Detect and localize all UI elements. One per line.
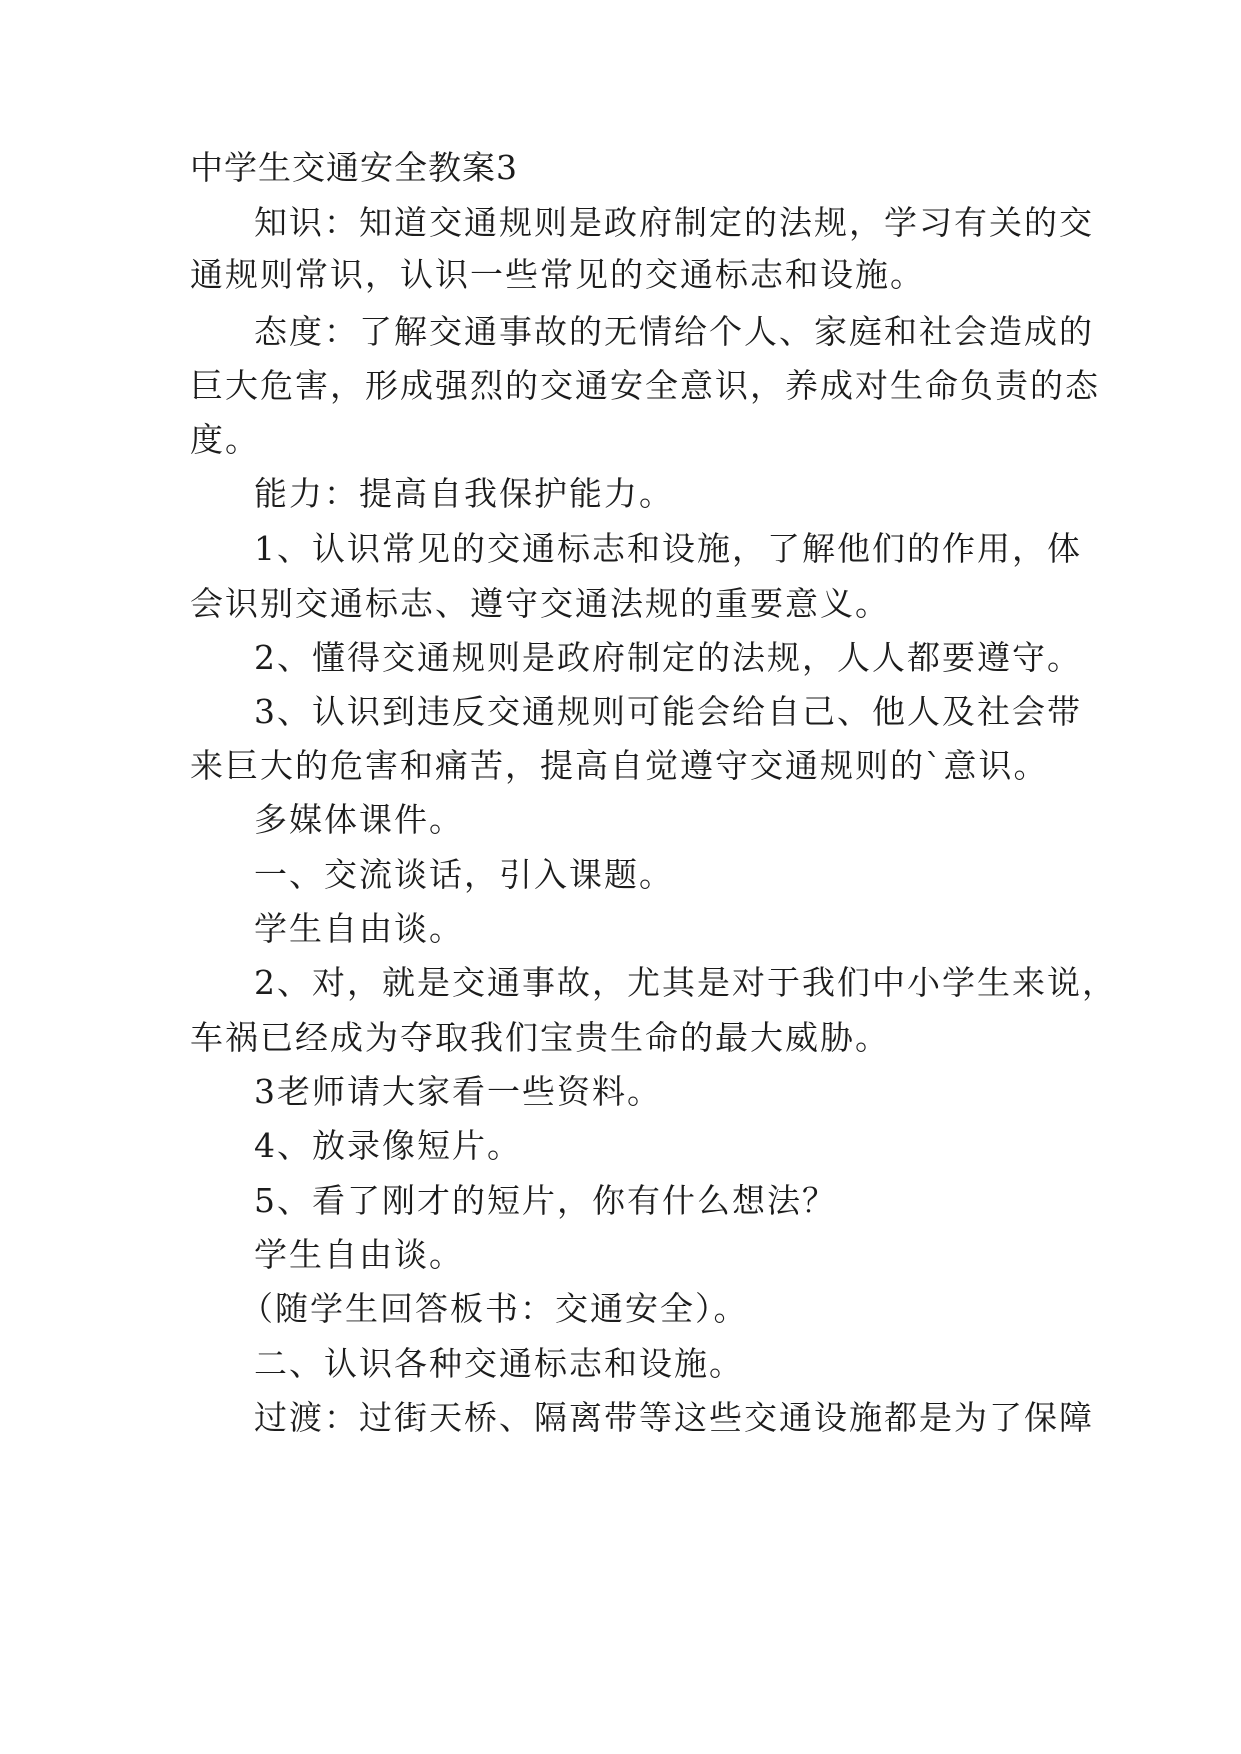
paragraph-line: 知识：知道交通规则是政府制定的法规，学习有关的交	[254, 203, 1094, 242]
paragraph-line: 通规则常识，认识一些常见的交通标志和设施。	[190, 255, 925, 294]
paragraph-line: 1、认识常见的交通标志和设施，了解他们的作用，体	[254, 529, 1082, 568]
paragraph-line: 2、懂得交通规则是政府制定的法规，人人都要遵守。	[254, 638, 1082, 677]
paragraph-line: 2、对，就是交通事故，尤其是对于我们中小学生来说，	[254, 963, 1117, 1002]
paragraph-line: 3、认识到违反交通规则可能会给自己、他人及社会带	[254, 692, 1082, 731]
paragraph-line: 过渡：过街天桥、隔离带等这些交通设施都是为了保障	[254, 1398, 1094, 1437]
paragraph-line: 多媒体课件。	[254, 800, 464, 839]
paragraph-line: 5、看了刚才的短片，你有什么想法？	[254, 1181, 837, 1220]
paragraph-line: 学生自由谈。	[254, 1235, 464, 1274]
paragraph-line: 3老师请大家看一些资料。	[254, 1072, 662, 1111]
paragraph-line: 学生自由谈。	[254, 909, 464, 948]
paragraph-line: 4、放录像短片。	[254, 1126, 522, 1165]
paragraph-line: 一、交流谈话，引入课题。	[254, 855, 674, 894]
paragraph-line: 态度：了解交通事故的无情给个人、家庭和社会造成的	[254, 312, 1094, 351]
paragraph-line: 车祸已经成为夺取我们宝贵生命的最大威胁。	[190, 1018, 890, 1057]
paragraph-line: 会识别交通标志、遵守交通法规的重要意义。	[190, 584, 890, 623]
paragraph-line: （随学生回答板书：交通安全）。	[240, 1289, 749, 1328]
paragraph-line: 二、认识各种交通标志和设施。	[254, 1344, 744, 1383]
document-title: 中学生交通安全教案3	[190, 148, 518, 187]
paragraph-line: 来巨大的危害和痛苦，提高自觉遵守交通规则的`意识。	[190, 746, 1049, 785]
paragraph-line: 度。	[190, 420, 260, 459]
paragraph-line: 能力：提高自我保护能力。	[254, 474, 674, 513]
paragraph-line: 巨大危害，形成强烈的交通安全意识，养成对生命负责的态	[190, 366, 1100, 405]
